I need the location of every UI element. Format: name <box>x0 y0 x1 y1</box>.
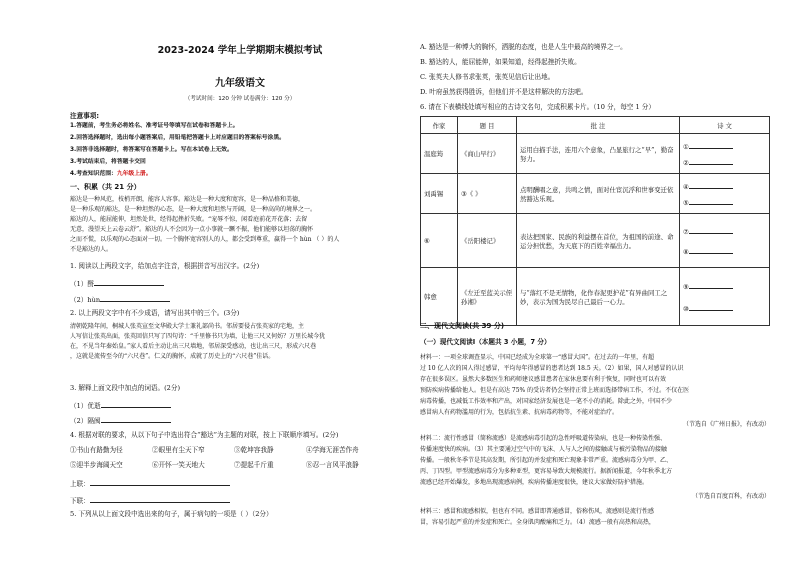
material1-line: 预防疾病传播给他人。但是有高达 75% 的受访者仍会坚持正常上班而选择带病工作，不过。不仅在医 <box>420 387 690 394</box>
material3-line: 冒，容易引起严重的并发症和死亡。全身肌肉酸痛和乏力。（4）流感一般有高热和高热， <box>420 519 655 526</box>
th-title: 题 目 <box>458 117 517 134</box>
cell-author: 韩愈 <box>421 268 458 326</box>
note-2: 2.回答选择题时，选出每小题答案后，用铅笔把答题卡上对应题目的答案标号涂黑。 <box>70 135 285 141</box>
table-row <box>421 214 770 268</box>
source-1: （节选自《广州日报》，有改动） <box>682 421 770 428</box>
cell-title[interactable]: ③《 》 <box>458 174 517 214</box>
th-poem: 诗 文 <box>680 117 770 134</box>
material1-line: 病毒传播，也减低工作效率和产出，对国家经济发展也是一笔不小的消耗。除此之外，中国不少 <box>420 398 673 405</box>
exam-title: 2023-2024 学年上学期期末模拟考试 <box>157 45 323 56</box>
blank-number: ⑨ <box>683 282 689 291</box>
q4-option: ⑦提起千斤重 <box>234 461 274 469</box>
answer-blank[interactable] <box>94 278 164 286</box>
right-column <box>420 0 770 562</box>
q3b-label: （2）隔阂 <box>70 417 101 425</box>
answer-blank[interactable] <box>689 226 733 234</box>
q4-option: ⑤迎半步海阔天空 <box>70 461 123 469</box>
question-1: 1. 阅读以上两段文字，给加点字注音，根据拼音写出汉字。(2分) <box>70 262 260 270</box>
source-2: （节选自百度百科，有改动） <box>691 493 770 500</box>
exam-subject: 九年级语文 <box>215 78 265 89</box>
q4-option: ⑥开怀一笑天地大 <box>152 461 205 469</box>
option-b: B. 豁达的人，能屈能伸，如果知道，经得起挫折失败。 <box>420 58 581 66</box>
blank-number: ⑧ <box>683 247 689 256</box>
table-row <box>421 134 770 174</box>
note-scope-value: 九年级上册。 <box>116 171 152 177</box>
material1-line: 材料一：一项全球调查显示，中国已经成为全球第一“感冒大国”。在过去的一年里，有超 <box>420 354 655 361</box>
question-3a <box>70 400 171 410</box>
note-1: 1.答题前，考生务必将姓名、准考证号等填写在试卷和答题卡上。 <box>70 123 239 129</box>
note-scope <box>70 170 152 178</box>
q3a-label: （1）优逝 <box>70 402 101 410</box>
answer-blank[interactable] <box>689 197 733 205</box>
cell-author: 刘禹锡 <box>421 174 458 214</box>
note-scope-label: 4.考查知识范围： <box>70 171 117 177</box>
answer-blank[interactable] <box>100 294 170 302</box>
cell-title: 《左迁至蓝关示侄孙湘》 <box>458 268 517 326</box>
cell-note: 与“落红不是无情物，化作春泥更护花”有异曲同工之妙，表示为国为民尽自己最后一心力。 <box>517 268 680 326</box>
cell-blanks <box>680 268 770 326</box>
answer-blank[interactable] <box>689 246 733 254</box>
passage-line: 豁达的人，能屈能伸，坦然处世，经得起挫折失败。“宠辱不惊，闲看庭前花开花落；去留 <box>70 216 308 223</box>
q1b-label: （2）hùn <box>70 296 101 304</box>
cell-blanks <box>680 214 770 268</box>
question-5: 5. 下列从以上面文段中选出来的句子，属于病句的一项是（ ）（2分） <box>70 510 273 518</box>
blank-number: ① <box>683 142 689 151</box>
blank-number: ⑦ <box>683 227 689 236</box>
answer-blank[interactable] <box>689 303 733 311</box>
passage-line: 豁达是一种风范，枝梢开朗，能容人容事。豁达是一种大度和宽容，是一种品格和美德， <box>70 196 305 203</box>
cell-note: 表达把国家、民族的利益摆在首位，为祖国的前途、命运分担忧愁，为天底下的百姓幸福出力。 <box>517 214 680 268</box>
blank-number: ⑤ <box>683 198 689 207</box>
cell-blanks <box>680 174 770 214</box>
option-a: A. 豁达是一种博大的胸怀，洒脱的态度，也是人生中最高的境界之一。 <box>420 43 627 51</box>
material1-line: 过 10 亿人次的国人得过感冒，平均每年得感冒的患者达到 18.5 天。（2）如果，国人对感冒的认识 <box>420 365 684 372</box>
note-4: 3.考试结束后，将答题卡交回 <box>70 159 146 165</box>
question-6: 6. 请在下表横线处填写相应的古诗文名句，完成积累卡片。（10 分，每空 1 分） <box>420 103 655 111</box>
answer-blank[interactable] <box>689 281 733 289</box>
q4-down-label: 下联： <box>70 497 90 505</box>
answer-blank[interactable] <box>101 415 171 423</box>
blank-number: ④ <box>683 182 689 191</box>
question-2: 2. 以上两段文字中有不少成语，请写出其中的三个。(3分) <box>70 309 240 317</box>
question-4: 4. 根据对联的要求，从以下句子中选出符合“豁达”为主题的对联，按上下联顺序填写。(2分) <box>70 431 339 439</box>
reading1-label: （一）现代文阅读Ⅰ（本题共 3 小题，7 分） <box>420 338 551 346</box>
passage-line: 是一种乐观的豁达，是一种坦然的心态，是一种大度和坦然与开阔，是一种高尚的境界之一。 <box>70 206 317 213</box>
answer-blank[interactable] <box>101 400 171 408</box>
passage-line: 不是豁达的人。 <box>70 246 113 253</box>
part1-heading: 一、积累（共 21 分） <box>70 183 141 191</box>
notes-heading: 注意事项: <box>70 112 100 120</box>
table-header-row <box>421 117 770 134</box>
answer-blank[interactable] <box>90 478 230 486</box>
q2-text-line: 人写信让张英出面，张英回信只写了四句诗：“千里修书只为墙，让他三尺又何妨？万里长城今犹 <box>70 333 326 340</box>
cell-title: 《商山早行》 <box>458 134 517 174</box>
blank-number: ② <box>683 158 689 167</box>
answer-blank[interactable] <box>689 157 733 165</box>
q2-text-line: 清朝乾隆年间，桐城人张英宣至文华殿大学士兼礼部尚书。邻居要侵占张英家的宅地，主 <box>70 323 305 330</box>
passage-line: 无意，漫望天上云卷云舒”。豁达的人不会因为一点小事就一蹶不振，他们能够以坦荡的胸怀 <box>70 226 314 233</box>
material2-line: 材料二：流行性感冒（简称流感）是流感病毒引起的急性呼吸道传染病，也是一种传染性强、 <box>420 435 667 442</box>
q4-up-label: 上联： <box>70 480 90 488</box>
answer-blank[interactable] <box>689 141 733 149</box>
cell-note: 点明酬唱之意，共鸣之情，面对仕宦沉浮和世事变迁依然豁达乐观。 <box>517 174 680 214</box>
exam-info: （考试时间：120 分钟 试卷满分：120 分） <box>184 96 296 102</box>
part2-heading: 二、现代文阅读(共 39 分) <box>420 322 505 330</box>
question-1a <box>70 278 164 288</box>
question-3b <box>70 415 171 425</box>
q4-option: ①书山有路勤为径 <box>70 446 123 454</box>
q4-options-row-1 <box>70 446 359 454</box>
table-row <box>421 174 770 214</box>
table-row <box>421 268 770 326</box>
option-c: C. 张英夫人修书求张英，张英见信后让出地。 <box>420 73 555 81</box>
question-1b <box>70 294 170 304</box>
poem-table <box>420 116 770 326</box>
option-d: D. 叶府虽然获得胜诉，但他们并不是这样解决的方法吧。 <box>420 88 588 96</box>
q2-text-line: ，这就是流传至今的“六尺巷”。仁义的胸怀，成就了历史上的“六尺巷”佳话。 <box>70 353 275 360</box>
answer-blank[interactable] <box>90 495 230 503</box>
q4-options-row-2 <box>70 461 359 469</box>
cell-blanks <box>680 134 770 174</box>
material3-line: 材料三：感冒和流感相似，但也有不同。感冒即普通感冒，俗称伤风，流感则是流行性感 <box>420 508 655 515</box>
material2-line: 丙、丁四型。甲型流感病毒分为多种亚型，更容易导致大规模流行。据新闻报道，今年秋季北方 <box>420 468 673 475</box>
q4-option: ②眼里有尘天下窄 <box>152 446 205 454</box>
note-3: 3.回答非选择题时，将答案写在答题卡上。写在本试卷上无效。 <box>70 147 233 153</box>
left-column <box>70 0 410 562</box>
passage-line: 之而不慌，以乐观的心态面对一切。一个胸怀宽容别人的人，都会受到尊重，赢得一个 hùn （ ）的人 <box>70 236 340 243</box>
material1-line: 存在很多误区。虽然大多数医生和药师建议感冒患者在家休息要有利于恢复，同时也可以有效 <box>420 376 667 383</box>
material2-line: 流感已经开始爆发，多地出现流感病例，疾病传播速度很快，建议大家做好防护措施。 <box>420 479 649 486</box>
q4-lower-line <box>70 495 230 505</box>
th-note: 批 注 <box>517 117 680 134</box>
cell-title: 《岳阳楼记》 <box>458 214 517 268</box>
cell-note: 运用白描手法，连用六个意象，凸显旅行之“早”，勤奋努力。 <box>517 134 680 174</box>
q4-option: ④学海无涯苦作舟 <box>306 446 359 454</box>
question-3: 3. 解释上面文段中加点的词语。(2分) <box>70 384 181 392</box>
cell-author: 温庭筠 <box>421 134 458 174</box>
material1-line: 感冒病人有药物滥用的行为，包括抗生素、抗病毒药物等，不能对症治疗。 <box>420 409 619 416</box>
blank-number: ⑩ <box>683 304 689 313</box>
q4-upper-line <box>70 478 230 488</box>
q4-option: ③乾坤容我静 <box>234 446 274 454</box>
q2-text-line: 在，不见当年秦始皇。”家人看后主动让出三尺墙地，邻居深受感动，也让出三尺，形成六尺巷 <box>70 343 317 350</box>
material2-line: 传播速度快的疾病。（3）其主要通过空气中的飞沫、人与人之间的接触或与被污染物品的接触 <box>420 446 667 453</box>
material2-line: 传播。一般秋冬季节是其高发期，所引起的并发症和死亡现象非常严重。流感病毒分为甲、乙、 <box>420 457 673 464</box>
cell-author[interactable]: ⑥ <box>421 214 458 268</box>
q4-option: ⑧忍一言风平浪静 <box>306 461 359 469</box>
q1a-label: （1）酹 <box>70 280 94 288</box>
th-author: 作家 <box>421 117 458 134</box>
answer-blank[interactable] <box>689 181 733 189</box>
